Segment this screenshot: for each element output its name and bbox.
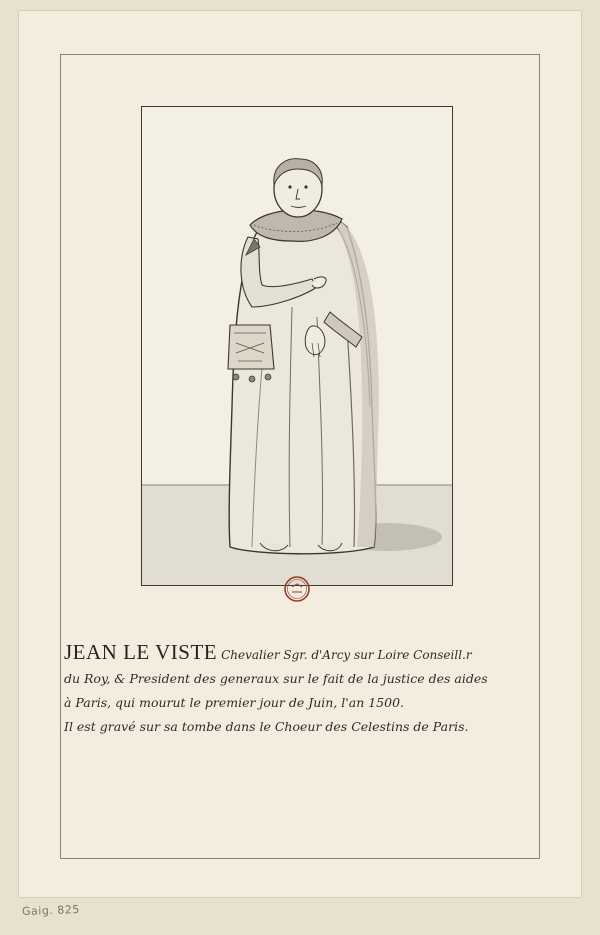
illustration-frame (141, 106, 453, 586)
caption-line-1 (64, 640, 534, 667)
caption-line-4: Il est gravé sur sa tombe dans le Choeur des Celestins de Paris. (64, 719, 469, 734)
caption-name: JEAN LE VISTE (64, 640, 218, 664)
pencil-inventory-note: Gaig. 825 (21, 902, 81, 919)
figure-drawing (142, 107, 452, 585)
caption-line-3: à Paris, qui mourut le premier jour de Juin, l'an 1500. (64, 695, 405, 710)
caption-text (64, 640, 534, 739)
caption-line-1-rest: Chevalier Sgr. d'Arcy sur Loire Conseill.r (221, 648, 472, 662)
caption-line-2: du Roy, & President des generaux sur le fait de la justice des aides (64, 671, 488, 686)
library-stamp-icon (283, 575, 311, 603)
